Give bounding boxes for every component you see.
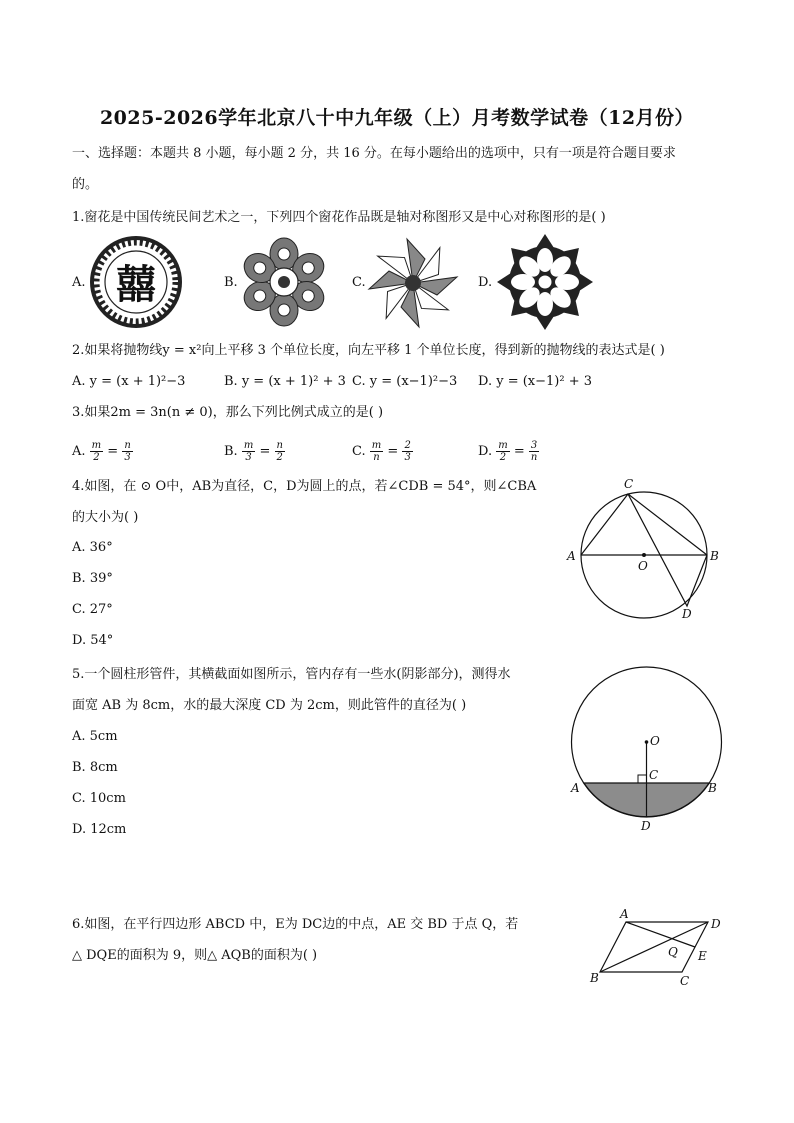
point-a-label: A bbox=[571, 781, 580, 795]
point-e-label: E bbox=[698, 949, 707, 963]
point-b-label: B bbox=[710, 549, 719, 563]
point-b-label: B bbox=[590, 971, 599, 985]
q4-option-b[interactable]: B. 39° bbox=[72, 571, 113, 586]
question-2-stem: 2.如果将抛物线y = x²向上平移 3 个单位长度，向左平移 1 个单位长度，得到新的抛物线的表达式是( ) bbox=[72, 343, 665, 358]
section-instruction-line1: 一、选择题：本题共 8 小题，每小题 2 分，共 16 分。在每小题给出的选项中，只有一项是符合题目要求 bbox=[72, 146, 676, 161]
page-title: 2025-2026学年北京八十中九年级（上）月考数学试卷（12月份） bbox=[99, 107, 695, 129]
q5-option-b[interactable]: B. 8cm bbox=[72, 760, 118, 775]
equals-sign: = bbox=[259, 444, 271, 459]
q2-option-d[interactable]: D. y = (x−1)² + 3 bbox=[478, 374, 593, 389]
q4-option-d[interactable]: D. 54° bbox=[72, 633, 114, 648]
q3-option-a-label: A. bbox=[72, 444, 86, 459]
point-c-label: C bbox=[649, 768, 659, 782]
q4-option-c[interactable]: C. 27° bbox=[72, 602, 113, 617]
q1-option-a-label[interactable]: A. bbox=[72, 275, 86, 290]
point-c-label: C bbox=[624, 477, 634, 491]
fraction: $\frac{m}{2}$ bbox=[91, 440, 102, 463]
q1-option-d-label[interactable]: D. bbox=[478, 275, 493, 290]
q3-option-c-label: C. bbox=[352, 444, 366, 459]
q3-option-a[interactable] bbox=[72, 440, 133, 463]
question-6-stem-line2: △ DQE的面积为 9，则△ AQB的面积为( ) bbox=[72, 948, 318, 963]
q3-option-d[interactable] bbox=[478, 440, 539, 463]
fraction: $\frac{m}{3}$ bbox=[243, 440, 254, 463]
equals-sign: = bbox=[513, 444, 525, 459]
papercut-a-image bbox=[88, 234, 184, 330]
fraction: $\frac{m}{2}$ bbox=[498, 440, 508, 463]
point-o-label: O bbox=[650, 734, 660, 748]
fraction: $\frac{2}{3}$ bbox=[404, 440, 411, 463]
point-o-label: O bbox=[638, 559, 648, 573]
q3-option-b[interactable] bbox=[224, 440, 285, 463]
equals-sign: = bbox=[107, 444, 119, 459]
point-d-label: D bbox=[682, 607, 692, 621]
q3-option-b-label: B. bbox=[224, 444, 238, 459]
q1-option-c-label[interactable]: C. bbox=[352, 275, 366, 290]
fraction: $\frac{m}{n}$ bbox=[371, 440, 382, 463]
question-4-stem-line1: 4.如图，在 ⊙ O中，AB为直径，C，D为圆上的点，若∠CDB = 54°，则∠CBA bbox=[72, 479, 537, 494]
q2-option-a[interactable]: A. y = (x + 1)²−3 bbox=[72, 374, 186, 389]
point-a-label: A bbox=[620, 908, 629, 921]
point-q-label: Q bbox=[668, 945, 678, 959]
question-1-stem: 1.窗花是中国传统民间艺术之一，下列四个窗花作品既是轴对称图形又是中心对称图形的是( ) bbox=[72, 210, 606, 225]
q1-option-b-label[interactable]: B. bbox=[224, 275, 238, 290]
q4-circle-figure bbox=[562, 474, 732, 624]
q5-option-c[interactable]: C. 10cm bbox=[72, 791, 126, 806]
fraction: $\frac{3}{n}$ bbox=[530, 440, 538, 463]
question-4-stem-line2: 的大小为( ) bbox=[72, 510, 139, 525]
point-d-label: D bbox=[641, 819, 651, 833]
fraction: $\frac{n}{3}$ bbox=[124, 440, 131, 463]
q3-option-d-label: D. bbox=[478, 444, 493, 459]
fraction: $\frac{n}{2}$ bbox=[276, 440, 283, 463]
point-b-label: B bbox=[708, 781, 717, 795]
question-6-stem-line1: 6.如图，在平行四边形 ABCD 中，E为 DC边的中点，AE 交 BD 于点 Q，若 bbox=[72, 917, 519, 932]
question-5-stem-line2: 面宽 AB 为 8cm，水的最大深度 CD 为 2cm，则此管件的直径为( ) bbox=[72, 698, 467, 713]
q5-pipe-figure bbox=[562, 660, 732, 835]
section-instruction-line2: 的。 bbox=[72, 177, 99, 192]
papercut-b-image bbox=[238, 236, 330, 328]
q4-option-a[interactable]: A. 36° bbox=[72, 540, 113, 555]
point-a-label: A bbox=[567, 549, 576, 563]
question-5-stem-line1: 5.一个圆柱形管件，其横截面如图所示，管内存有一些水(阴影部分)，测得水 bbox=[72, 667, 511, 682]
papercut-c-image bbox=[366, 236, 460, 330]
q2-option-c[interactable]: C. y = (x−1)²−3 bbox=[352, 374, 458, 389]
point-c-label: C bbox=[680, 974, 690, 988]
papercut-d-image bbox=[495, 232, 595, 332]
q3-option-c[interactable] bbox=[352, 440, 413, 463]
point-d-label: D bbox=[711, 917, 721, 931]
q5-option-d[interactable]: D. 12cm bbox=[72, 822, 127, 837]
double-happiness-glyph: 囍 bbox=[116, 261, 156, 308]
equals-sign: = bbox=[387, 444, 399, 459]
q5-option-a[interactable]: A. 5cm bbox=[72, 729, 118, 744]
q6-parallelogram-figure bbox=[582, 908, 732, 993]
question-3-stem: 3.如果2m = 3n(n ≠ 0)，那么下列比例式成立的是( ) bbox=[72, 405, 384, 420]
q2-option-b[interactable]: B. y = (x + 1)² + 3 bbox=[224, 374, 346, 389]
